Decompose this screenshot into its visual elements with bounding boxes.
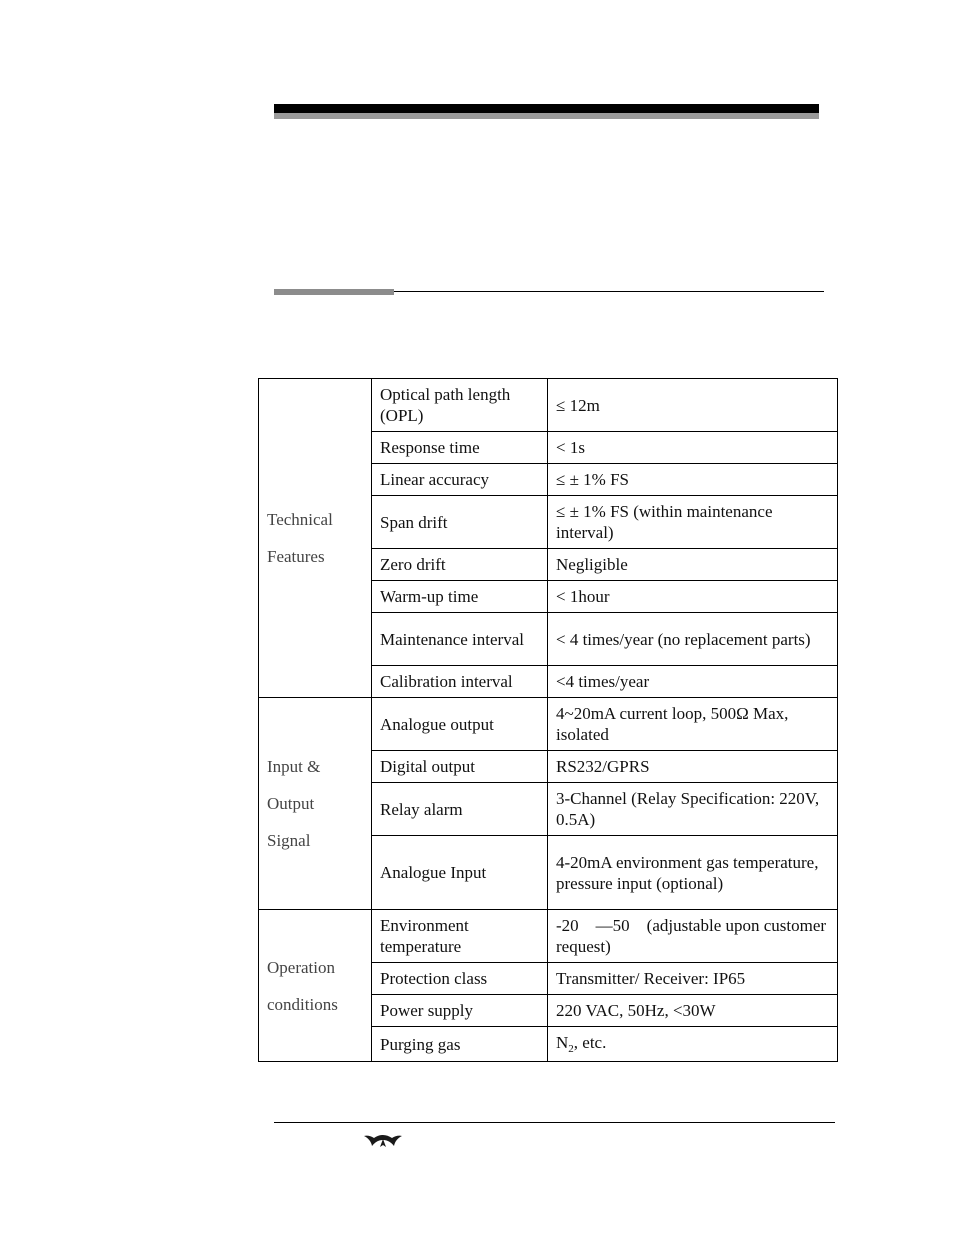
value-cell: ≤ ± 1% FS (within maintenance interval): [548, 496, 838, 549]
value-cell: $N_2$, etc.: [548, 1027, 838, 1062]
param-cell: Power supply: [372, 995, 548, 1027]
value-cell: <4 times/year: [548, 666, 838, 698]
value-cell: 220 VAC, 50Hz, <30W: [548, 995, 838, 1027]
table-row: [259, 379, 838, 432]
value-cell: 4-20mA environment gas temperature, pressure input (optional): [548, 836, 838, 910]
value-cell: < 1s: [548, 432, 838, 464]
value-cell: ≤ 12m: [548, 379, 838, 432]
group-label-operation-conditions: Operation conditions: [259, 910, 372, 1062]
value-cell: < 4 times/year (no replacement parts): [548, 613, 838, 666]
group-label-technical-features: Technical Features: [259, 379, 372, 698]
param-cell: Digital output: [372, 751, 548, 783]
value-cell: Negligible: [548, 549, 838, 581]
param-cell: Maintenance interval: [372, 613, 548, 666]
value-cell: ≤ ± 1% FS: [548, 464, 838, 496]
value-cell: 4~20mA current loop, 500Ω Max, isolated: [548, 698, 838, 751]
param-cell: Linear accuracy: [372, 464, 548, 496]
param-cell: Analogue output: [372, 698, 548, 751]
table-row: [259, 698, 838, 751]
param-cell: Environment temperature: [372, 910, 548, 963]
section-rule-line: [394, 291, 824, 292]
value-cell: -20 —50 (adjustable upon customer request): [548, 910, 838, 963]
param-cell: Zero drift: [372, 549, 548, 581]
header-rule-black: [274, 104, 819, 113]
param-cell: Relay alarm: [372, 783, 548, 836]
param-cell: Warm-up time: [372, 581, 548, 613]
param-cell: Analogue Input: [372, 836, 548, 910]
param-cell: Purging gas: [372, 1027, 548, 1062]
header-rule-gray: [274, 113, 819, 119]
group-label-input-output-signal: Input & Output Signal: [259, 698, 372, 910]
value-cell: RS232/GPRS: [548, 751, 838, 783]
value-cell: Transmitter/ Receiver: IP65: [548, 963, 838, 995]
value-cell: 3-Channel (Relay Specification: 220V, 0.5A): [548, 783, 838, 836]
param-cell: Protection class: [372, 963, 548, 995]
value-cell: < 1hour: [548, 581, 838, 613]
section-rule-accent: [274, 289, 394, 295]
param-cell: Optical path length (OPL): [372, 379, 548, 432]
footer-rule: [274, 1122, 835, 1123]
table-row: [259, 910, 838, 963]
param-cell: Calibration interval: [372, 666, 548, 698]
param-cell: Response time: [372, 432, 548, 464]
specification-table: [258, 378, 838, 1062]
teledyne-logo-icon: [364, 1132, 402, 1148]
param-cell: Span drift: [372, 496, 548, 549]
